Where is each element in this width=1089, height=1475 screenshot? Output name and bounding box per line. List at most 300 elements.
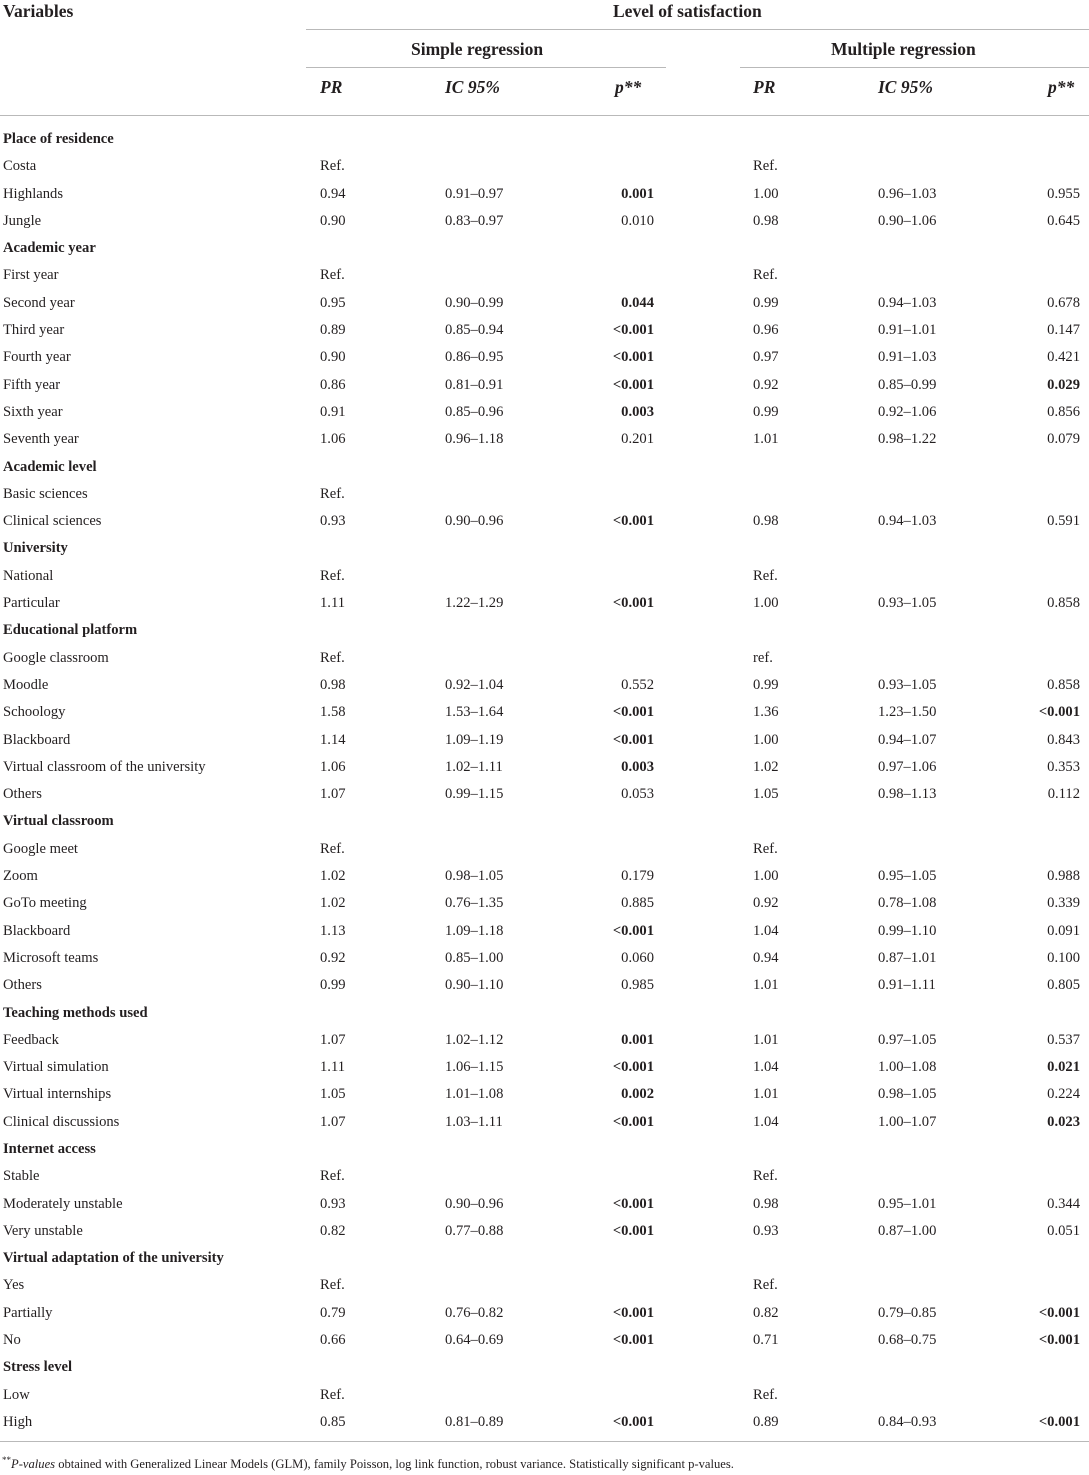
section-header-row: [0, 535, 1089, 562]
table-row: [0, 699, 1089, 726]
pr-multiple-cell: 0.71: [753, 1332, 779, 1349]
pr-multiple-cell: 1.00: [753, 868, 779, 885]
ci-simple-cell: 0.92–1.04: [445, 676, 504, 693]
multiple-regression-header: Multiple regression: [831, 39, 976, 59]
section-header-row: [0, 1136, 1089, 1163]
section-header-row: [0, 126, 1089, 153]
row-label: Clinical discussions: [3, 1113, 120, 1130]
col-p-simple: p**: [615, 77, 642, 97]
p-simple-cell: 0.885: [621, 895, 654, 912]
pr-simple-cell: 0.90: [320, 212, 346, 229]
pr-simple-cell: 0.99: [320, 977, 346, 994]
row-label: Schoology: [3, 704, 66, 721]
pr-simple-cell: Ref.: [320, 567, 345, 584]
pr-simple-cell: 0.93: [320, 513, 346, 530]
row-label: Blackboard: [3, 731, 71, 748]
table-row: [0, 1218, 1089, 1245]
p-multiple-cell: 0.421: [1047, 349, 1080, 366]
ci-simple-cell: 0.64–0.69: [445, 1332, 504, 1349]
footnote-marker: **: [2, 1455, 11, 1465]
row-label: Feedback: [3, 1031, 59, 1048]
ci-multiple-cell: 0.91–1.01: [878, 322, 937, 339]
p-simple-cell: 0.060: [621, 949, 654, 966]
pr-multiple-cell: 0.92: [753, 895, 779, 912]
p-simple-cell: <0.001: [612, 1059, 654, 1076]
p-simple-cell: 0.201: [621, 431, 654, 448]
p-multiple-cell: 0.858: [1047, 676, 1080, 693]
row-label: Virtual simulation: [3, 1059, 109, 1076]
pr-multiple-cell: Ref.: [753, 158, 778, 175]
p-simple-cell: 0.179: [621, 868, 654, 885]
table-row: [0, 426, 1089, 453]
ci-simple-cell: 1.22–1.29: [445, 595, 504, 612]
pr-multiple-cell: 1.01: [753, 1086, 779, 1103]
p-simple-cell: 0.985: [621, 977, 654, 994]
p-simple-cell: <0.001: [612, 1413, 654, 1430]
ci-simple-cell: 1.53–1.64: [445, 704, 504, 721]
pr-multiple-cell: 0.93: [753, 1222, 779, 1239]
table-row: [0, 1409, 1089, 1436]
p-simple-cell: 0.552: [621, 676, 654, 693]
section-label: Stress level: [3, 1359, 73, 1376]
p-multiple-cell: 0.856: [1047, 403, 1080, 420]
pr-simple-cell: 1.07: [320, 1031, 346, 1048]
p-simple-cell: <0.001: [612, 513, 654, 530]
pr-simple-cell: 0.79: [320, 1304, 346, 1321]
ci-simple-cell: 0.85–0.96: [445, 403, 504, 420]
p-multiple-cell: <0.001: [1038, 1304, 1080, 1321]
ci-multiple-cell: 0.94–1.03: [878, 513, 937, 530]
pr-multiple-cell: 0.99: [753, 294, 779, 311]
pr-multiple-cell: 0.97: [753, 349, 779, 366]
p-multiple-cell: 0.339: [1047, 895, 1080, 912]
row-label: Seventh year: [3, 431, 79, 448]
row-label: Moodle: [3, 676, 49, 693]
pr-multiple-cell: Ref.: [753, 1277, 778, 1294]
row-label: Third year: [3, 322, 65, 339]
ci-simple-cell: 0.77–0.88: [445, 1222, 504, 1239]
row-label: Others: [3, 977, 42, 994]
pr-simple-cell: Ref.: [320, 1386, 345, 1403]
p-simple-cell: 0.044: [621, 294, 654, 311]
pr-multiple-cell: 0.99: [753, 403, 779, 420]
section-header-row: [0, 1354, 1089, 1381]
section-header-row: [0, 235, 1089, 262]
p-simple-cell: 0.002: [621, 1086, 654, 1103]
row-label: Partially: [3, 1304, 53, 1321]
table-row: [0, 1109, 1089, 1136]
p-multiple-cell: 0.591: [1047, 513, 1080, 530]
pr-multiple-cell: 0.82: [753, 1304, 779, 1321]
pr-multiple-cell: Ref.: [753, 840, 778, 857]
ci-multiple-cell: 0.97–1.05: [878, 1031, 937, 1048]
row-label: Yes: [3, 1277, 25, 1294]
p-multiple-cell: 0.023: [1047, 1113, 1080, 1130]
table-row: [0, 481, 1089, 508]
ci-multiple-cell: 1.23–1.50: [878, 704, 937, 721]
table-row: [0, 208, 1089, 235]
ci-multiple-cell: 1.00–1.07: [878, 1113, 937, 1130]
section-header-row: [0, 1245, 1089, 1272]
ci-simple-cell: 1.03–1.11: [445, 1113, 503, 1130]
section-label: Academic year: [3, 240, 96, 257]
row-label: Google meet: [3, 840, 78, 857]
section-label: Educational platform: [3, 622, 138, 639]
table-row: [0, 727, 1089, 754]
pr-multiple-cell: 0.92: [753, 376, 779, 393]
table-row: [0, 563, 1089, 590]
p-multiple-cell: 0.858: [1047, 595, 1080, 612]
ci-multiple-cell: 0.79–0.85: [878, 1304, 937, 1321]
pr-multiple-cell: ref.: [753, 649, 773, 666]
pr-simple-cell: 1.05: [320, 1086, 346, 1103]
ci-simple-cell: 0.76–0.82: [445, 1304, 504, 1321]
pr-simple-cell: 1.07: [320, 786, 346, 803]
p-simple-cell: <0.001: [612, 595, 654, 612]
table-row: [0, 918, 1089, 945]
p-simple-cell: <0.001: [612, 1304, 654, 1321]
ci-simple-cell: 0.81–0.89: [445, 1413, 504, 1430]
ci-multiple-cell: 0.93–1.05: [878, 595, 937, 612]
ci-simple-cell: 0.99–1.15: [445, 786, 504, 803]
table-row: [0, 317, 1089, 344]
ci-simple-cell: 0.91–0.97: [445, 185, 504, 202]
row-label: Clinical sciences: [3, 513, 102, 530]
table-row: [0, 344, 1089, 371]
ci-multiple-cell: 0.93–1.05: [878, 676, 937, 693]
table-row: [0, 590, 1089, 617]
pr-multiple-cell: 0.98: [753, 513, 779, 530]
section-header-row: [0, 617, 1089, 644]
row-label: Costa: [3, 158, 37, 175]
pr-simple-cell: 0.90: [320, 349, 346, 366]
row-label: First year: [3, 267, 59, 284]
pr-multiple-cell: Ref.: [753, 1386, 778, 1403]
pr-multiple-cell: 1.01: [753, 1031, 779, 1048]
ci-simple-cell: 1.02–1.11: [445, 758, 503, 775]
pr-simple-cell: Ref.: [320, 649, 345, 666]
outcome-header: Level of satisfaction: [613, 1, 762, 21]
p-multiple-cell: 0.021: [1047, 1059, 1080, 1076]
col-p-multiple: p**: [1048, 77, 1075, 97]
table-row: [0, 972, 1089, 999]
pr-simple-cell: 1.11: [320, 1059, 345, 1076]
multiple-rule: [740, 67, 1089, 68]
row-label: Sixth year: [3, 403, 63, 420]
pr-simple-cell: 0.66: [320, 1332, 346, 1349]
table-row: [0, 836, 1089, 863]
row-label: Low: [3, 1386, 30, 1403]
table-row: [0, 290, 1089, 317]
table-row: [0, 181, 1089, 208]
pr-simple-cell: 1.02: [320, 895, 346, 912]
pr-simple-cell: 0.95: [320, 294, 346, 311]
table-row: [0, 863, 1089, 890]
pr-multiple-cell: 1.04: [753, 1059, 779, 1076]
pr-multiple-cell: 0.98: [753, 1195, 779, 1212]
ci-simple-cell: 0.90–1.10: [445, 977, 504, 994]
ci-multiple-cell: 0.97–1.06: [878, 758, 937, 775]
ci-multiple-cell: 0.96–1.03: [878, 185, 937, 202]
pr-simple-cell: 0.86: [320, 376, 346, 393]
row-label: National: [3, 567, 54, 584]
pr-simple-cell: 1.06: [320, 431, 346, 448]
ci-multiple-cell: 0.90–1.06: [878, 212, 937, 229]
ci-simple-cell: 0.98–1.05: [445, 868, 504, 885]
p-simple-cell: <0.001: [612, 731, 654, 748]
row-label: High: [3, 1413, 33, 1430]
row-label: GoTo meeting: [3, 895, 87, 912]
ci-simple-cell: 0.90–0.99: [445, 294, 504, 311]
section-label: Teaching methods used: [3, 1004, 148, 1021]
pr-simple-cell: Ref.: [320, 1168, 345, 1185]
pr-simple-cell: 0.89: [320, 322, 346, 339]
row-label: Particular: [3, 595, 60, 612]
p-multiple-cell: 0.645: [1047, 212, 1080, 229]
p-multiple-cell: 0.988: [1047, 868, 1080, 885]
ci-multiple-cell: 0.87–1.00: [878, 1222, 937, 1239]
section-label: University: [3, 540, 68, 557]
section-header-row: [0, 1000, 1089, 1027]
p-multiple-cell: 0.955: [1047, 185, 1080, 202]
pr-multiple-cell: 1.02: [753, 758, 779, 775]
p-multiple-cell: 0.678: [1047, 294, 1080, 311]
footnote-italic: P-values: [11, 1457, 56, 1472]
ci-multiple-cell: 0.85–0.99: [878, 376, 937, 393]
table-row: [0, 262, 1089, 289]
pr-simple-cell: 0.92: [320, 949, 346, 966]
row-label: Blackboard: [3, 922, 71, 939]
pr-simple-cell: 1.58: [320, 704, 346, 721]
p-simple-cell: 0.010: [621, 212, 654, 229]
pr-multiple-cell: Ref.: [753, 267, 778, 284]
ci-simple-cell: 1.02–1.12: [445, 1031, 504, 1048]
col-ci-multiple: IC 95%: [878, 77, 933, 97]
ci-multiple-cell: 0.68–0.75: [878, 1332, 937, 1349]
ci-multiple-cell: 1.00–1.08: [878, 1059, 937, 1076]
pr-simple-cell: 0.85: [320, 1413, 346, 1430]
ci-simple-cell: 1.09–1.18: [445, 922, 504, 939]
ci-multiple-cell: 0.98–1.22: [878, 431, 937, 448]
ci-multiple-cell: 0.94–1.07: [878, 731, 937, 748]
table-row: [0, 1272, 1089, 1299]
ci-simple-cell: 0.76–1.35: [445, 895, 504, 912]
p-simple-cell: <0.001: [612, 376, 654, 393]
pr-multiple-cell: 1.00: [753, 185, 779, 202]
ci-multiple-cell: 0.87–1.01: [878, 949, 937, 966]
p-simple-cell: <0.001: [612, 704, 654, 721]
table-row: [0, 399, 1089, 426]
ci-multiple-cell: 0.84–0.93: [878, 1413, 937, 1430]
table-row: [0, 754, 1089, 781]
ci-multiple-cell: 0.94–1.03: [878, 294, 937, 311]
row-label: Zoom: [3, 868, 38, 885]
table-row: [0, 1327, 1089, 1354]
col-ci-simple: IC 95%: [445, 77, 500, 97]
pr-simple-cell: 0.98: [320, 676, 346, 693]
pr-multiple-cell: 1.04: [753, 1113, 779, 1130]
p-multiple-cell: 0.224: [1047, 1086, 1080, 1103]
pr-simple-cell: 0.82: [320, 1222, 346, 1239]
simple-rule: [306, 67, 666, 68]
pr-multiple-cell: 0.98: [753, 212, 779, 229]
table-bottom-rule: [0, 1441, 1089, 1442]
simple-regression-header: Simple regression: [411, 39, 544, 59]
ci-simple-cell: 1.09–1.19: [445, 731, 504, 748]
p-multiple-cell: 0.091: [1047, 922, 1080, 939]
p-simple-cell: <0.001: [612, 1332, 654, 1349]
table-row: [0, 1027, 1089, 1054]
table-row: [0, 1382, 1089, 1409]
pr-simple-cell: 1.06: [320, 758, 346, 775]
ci-simple-cell: 1.06–1.15: [445, 1059, 504, 1076]
pr-multiple-cell: 0.96: [753, 322, 779, 339]
pr-multiple-cell: Ref.: [753, 1168, 778, 1185]
p-simple-cell: <0.001: [612, 1195, 654, 1212]
ci-simple-cell: 0.86–0.95: [445, 349, 504, 366]
table-row: [0, 372, 1089, 399]
p-multiple-cell: 0.100: [1047, 949, 1080, 966]
ci-multiple-cell: 0.91–1.03: [878, 349, 937, 366]
section-label: Virtual adaptation of the university: [3, 1250, 224, 1267]
row-label: No: [3, 1332, 21, 1349]
ci-simple-cell: 0.85–1.00: [445, 949, 504, 966]
table-row: [0, 945, 1089, 972]
p-multiple-cell: <0.001: [1038, 1413, 1080, 1430]
row-label: Moderately unstable: [3, 1195, 123, 1212]
ci-multiple-cell: 0.78–1.08: [878, 895, 937, 912]
p-multiple-cell: 0.537: [1047, 1031, 1080, 1048]
p-multiple-cell: <0.001: [1038, 704, 1080, 721]
table-row: [0, 645, 1089, 672]
row-label: Jungle: [3, 212, 42, 229]
ci-simple-cell: 0.85–0.94: [445, 322, 504, 339]
p-multiple-cell: 0.051: [1047, 1222, 1080, 1239]
p-multiple-cell: 0.344: [1047, 1195, 1080, 1212]
row-label: Second year: [3, 294, 75, 311]
p-simple-cell: 0.001: [621, 1031, 654, 1048]
row-label: Virtual classroom of the university: [3, 758, 206, 775]
p-simple-cell: 0.003: [621, 403, 654, 420]
pr-multiple-cell: 1.04: [753, 922, 779, 939]
ci-multiple-cell: 0.92–1.06: [878, 403, 937, 420]
pr-simple-cell: 0.94: [320, 185, 346, 202]
pr-simple-cell: 1.14: [320, 731, 346, 748]
p-simple-cell: <0.001: [612, 349, 654, 366]
pr-simple-cell: 1.07: [320, 1113, 346, 1130]
row-label: Google classroom: [3, 649, 109, 666]
pr-simple-cell: Ref.: [320, 840, 345, 857]
row-label: Fourth year: [3, 349, 71, 366]
table-body: [0, 126, 1089, 1436]
section-header-row: [0, 808, 1089, 835]
row-label: Virtual internships: [3, 1086, 112, 1103]
pr-multiple-cell: 0.99: [753, 676, 779, 693]
ci-simple-cell: 1.01–1.08: [445, 1086, 504, 1103]
ci-simple-cell: 0.83–0.97: [445, 212, 504, 229]
section-label: Virtual classroom: [3, 813, 114, 830]
footnote: [2, 1455, 734, 1472]
pr-multiple-cell: 1.05: [753, 786, 779, 803]
pr-multiple-cell: 1.36: [753, 704, 779, 721]
table-row: [0, 890, 1089, 917]
pr-simple-cell: 1.11: [320, 595, 345, 612]
pr-simple-cell: 0.93: [320, 1195, 346, 1212]
section-header-row: [0, 454, 1089, 481]
pr-simple-cell: Ref.: [320, 267, 345, 284]
row-label: Very unstable: [3, 1222, 83, 1239]
pr-simple-cell: 0.91: [320, 403, 346, 420]
col-pr-simple: PR: [320, 77, 343, 97]
section-label: Internet access: [3, 1140, 96, 1157]
p-simple-cell: <0.001: [612, 1113, 654, 1130]
p-multiple-cell: 0.353: [1047, 758, 1080, 775]
header-rule-top: [306, 29, 1089, 30]
section-label: Place of residence: [3, 131, 114, 147]
table-row: [0, 508, 1089, 535]
pr-simple-cell: Ref.: [320, 1277, 345, 1294]
ci-multiple-cell: 0.98–1.13: [878, 786, 937, 803]
header-rule-bottom: [0, 115, 1089, 116]
ci-simple-cell: 0.90–0.96: [445, 1195, 504, 1212]
pr-simple-cell: 1.02: [320, 868, 346, 885]
ci-simple-cell: 0.81–0.91: [445, 376, 504, 393]
row-label: Fifth year: [3, 376, 61, 393]
p-simple-cell: <0.001: [612, 322, 654, 339]
variables-header: Variables: [3, 1, 74, 21]
table-row: [0, 1163, 1089, 1190]
p-simple-cell: <0.001: [612, 922, 654, 939]
footnote-text: obtained with Generalized Linear Models (GLM), family Poisson, log link function, robust variance. Statistically significant p-values.: [55, 1457, 734, 1472]
table-row: [0, 153, 1089, 180]
p-multiple-cell: 0.805: [1047, 977, 1080, 994]
p-simple-cell: 0.053: [621, 786, 654, 803]
ci-simple-cell: 0.90–0.96: [445, 513, 504, 530]
p-multiple-cell: 0.079: [1047, 431, 1080, 448]
p-simple-cell: 0.001: [621, 185, 654, 202]
ci-multiple-cell: 0.99–1.10: [878, 922, 937, 939]
p-simple-cell: 0.003: [621, 758, 654, 775]
pr-multiple-cell: 1.01: [753, 977, 779, 994]
pr-multiple-cell: 1.01: [753, 431, 779, 448]
pr-multiple-cell: 0.89: [753, 1413, 779, 1430]
pr-simple-cell: 1.13: [320, 922, 346, 939]
section-label: Academic level: [3, 458, 97, 475]
pr-multiple-cell: 0.94: [753, 949, 779, 966]
table-row: [0, 1300, 1089, 1327]
ci-multiple-cell: 0.98–1.05: [878, 1086, 937, 1103]
table-row: [0, 1054, 1089, 1081]
pr-simple-cell: Ref.: [320, 485, 345, 502]
pr-simple-cell: Ref.: [320, 158, 345, 175]
p-multiple-cell: 0.112: [1047, 786, 1080, 803]
row-label: Microsoft teams: [3, 949, 99, 966]
col-pr-multiple: PR: [753, 77, 776, 97]
pr-multiple-cell: 1.00: [753, 731, 779, 748]
pr-multiple-cell: 1.00: [753, 595, 779, 612]
table-row: [0, 1191, 1089, 1218]
p-multiple-cell: <0.001: [1038, 1332, 1080, 1349]
row-label: Stable: [3, 1168, 40, 1185]
row-label: Highlands: [3, 185, 63, 202]
row-label: Others: [3, 786, 42, 803]
p-simple-cell: <0.001: [612, 1222, 654, 1239]
ci-simple-cell: 0.96–1.18: [445, 431, 504, 448]
p-multiple-cell: 0.147: [1047, 322, 1080, 339]
p-multiple-cell: 0.843: [1047, 731, 1080, 748]
ci-multiple-cell: 0.91–1.11: [878, 977, 936, 994]
table-row: [0, 1081, 1089, 1108]
